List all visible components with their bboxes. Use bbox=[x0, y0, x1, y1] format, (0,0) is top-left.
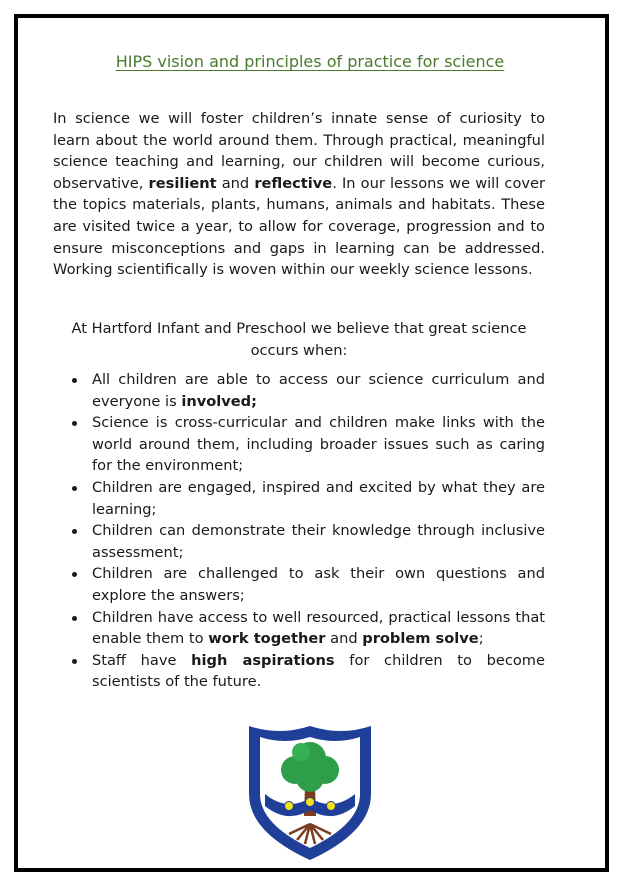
intro-paragraph: In science we will foster children’s innate sense of curiosity to learn about the world around them. Through practical, meaningful science teaching and learning, our children will become curious, observative, resilient and reflective. In our lessons we will cover the topics materials, plants, humans, animals and habitats. These are visited twice a year, to allow for coverage, progression and to ensure misconceptions and gaps in learning can be addressed. Working scientifically is woven within our weekly science lessons. bbox=[53, 110, 545, 279]
list-item: Children have access to well resourced, practical lessons that enable them to work together and problem solve; bbox=[92, 607, 545, 650]
list-item: Children can demonstrate their knowledge through inclusive assessment; bbox=[92, 520, 545, 563]
school-crest-logo bbox=[243, 720, 377, 864]
list-item: Children are engaged, inspired and excited by what they are learning; bbox=[92, 477, 545, 520]
list-item: Science is cross-curricular and children make links with the world around them, including broader issues such as caring for the environment; bbox=[92, 412, 545, 477]
page-title: HIPS vision and principles of practice for science bbox=[115, 52, 505, 71]
principles-list bbox=[53, 369, 545, 693]
list-item: All children are able to access our science curriculum and everyone is involved; bbox=[92, 369, 545, 412]
list-item: Children are challenged to ask their own questions and explore the answers; bbox=[92, 563, 545, 606]
list-item: Staff have high aspirations for children to become scientists of the future. bbox=[92, 650, 545, 693]
principles-lead: At Hartford Infant and Preschool we believe that great science occurs when: bbox=[71, 320, 527, 359]
